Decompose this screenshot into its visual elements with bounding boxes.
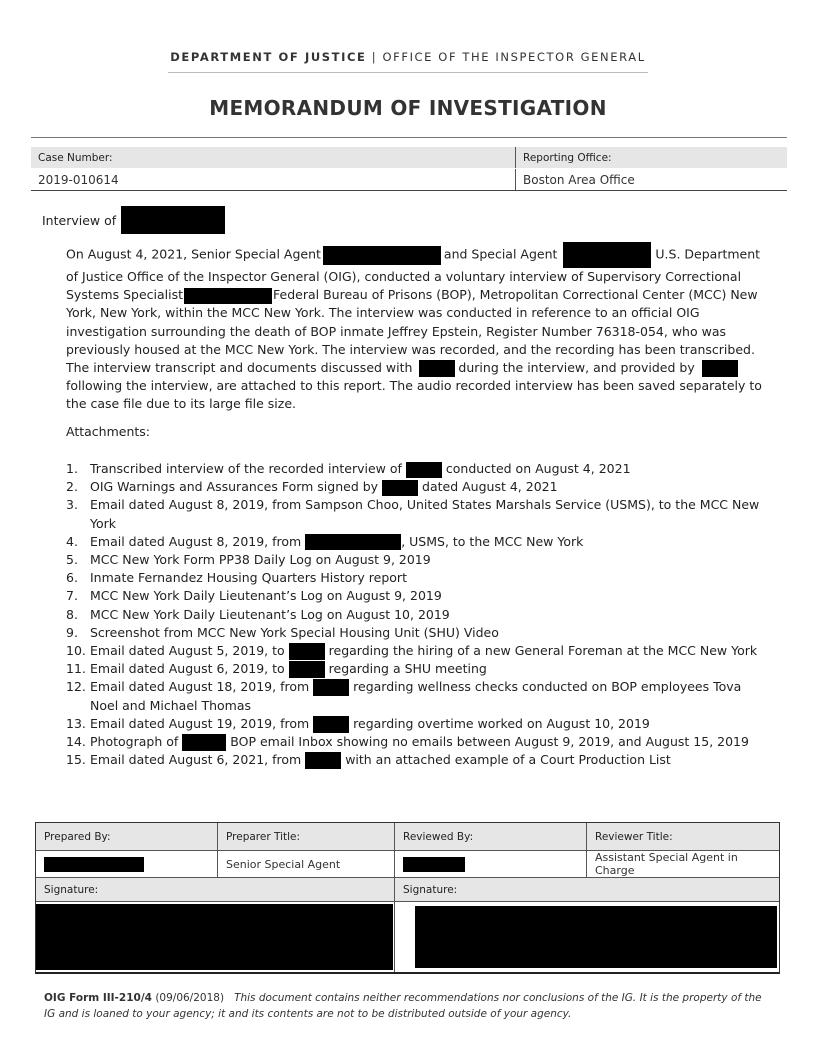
item-number: 4. bbox=[66, 533, 78, 549]
reviewed-by-label: Reviewed By: bbox=[395, 823, 587, 850]
list-item bbox=[66, 678, 766, 714]
body-text-2: and Special Agent bbox=[443, 246, 558, 262]
agency-header bbox=[0, 50, 816, 64]
item-text: Email dated August 19, 2019, from bbox=[90, 715, 310, 731]
reviewer-signature bbox=[395, 902, 779, 972]
list-item bbox=[66, 715, 766, 733]
redaction-block bbox=[563, 242, 651, 268]
item-text: Email dated August 8, 2019, from bbox=[90, 533, 302, 549]
redaction-block bbox=[702, 360, 738, 377]
attachments-list bbox=[66, 460, 766, 769]
item-number: 3. bbox=[66, 497, 78, 513]
form-date: (09/06/2018) bbox=[155, 992, 225, 1004]
item-text: Email dated August 6, 2021, from bbox=[90, 752, 302, 768]
list-item bbox=[66, 496, 766, 532]
item-text: regarding overtime worked on August 10, 2019 bbox=[353, 715, 650, 731]
list-item bbox=[66, 478, 766, 496]
list-item bbox=[66, 587, 766, 605]
agency-office: OFFICE OF THE INSPECTOR GENERAL bbox=[382, 50, 646, 64]
item-number: 12. bbox=[66, 679, 86, 695]
item-number: 13. bbox=[66, 715, 86, 731]
reporting-office-value: Boston Area Office bbox=[523, 172, 635, 187]
list-item bbox=[66, 460, 766, 478]
reviewer-signature-label: Signature: bbox=[403, 883, 458, 896]
body-text-1: On August 4, 2021, Senior Special Agent bbox=[66, 246, 321, 262]
redaction-block bbox=[36, 904, 393, 970]
list-item bbox=[66, 624, 766, 642]
item-text: Transcribed interview of the recorded interview of bbox=[90, 461, 402, 476]
item-number: 1. bbox=[66, 461, 78, 476]
reviewer-name bbox=[395, 851, 587, 877]
item-text: MCC New York Form PP38 Daily Log on August 9, 2019 bbox=[90, 552, 431, 568]
body-paragraph bbox=[66, 242, 766, 414]
item-text: with an attached example of a Court Production List bbox=[345, 752, 671, 768]
redaction-block bbox=[415, 906, 777, 968]
footer-notice: This document contains neither recommendations nor conclusions of the IG. It is the property of the IG and is loaned to your agency; it and its contents are not to be distributed outside of your agency. bbox=[44, 992, 762, 1020]
redaction-block bbox=[289, 661, 325, 678]
item-text: regarding wellness checks conducted on BOP employees Tova Noel and Michael Thomas bbox=[90, 679, 742, 713]
item-text: Screenshot from MCC New York Special Housing Unit (SHU) Video bbox=[90, 624, 499, 640]
item-number: 9. bbox=[66, 624, 78, 640]
list-item bbox=[66, 606, 766, 624]
item-text: MCC New York Daily Lieutenant’s Log on August 10, 2019 bbox=[90, 606, 450, 622]
redaction-block bbox=[184, 288, 272, 304]
redaction-block bbox=[323, 246, 441, 265]
item-text: dated August 4, 2021 bbox=[422, 479, 558, 495]
case-info-table bbox=[31, 137, 787, 191]
case-number-value: 2019-010614 bbox=[31, 169, 516, 190]
body-text-6: following the interview, are attached to this report. The audio recorded interview has been saved separately to the case file due to its large file size. bbox=[66, 378, 762, 412]
signature-row bbox=[36, 902, 779, 972]
body-text-3: U.S. Department of Justice Office of the Inspector General (OIG), conducted a voluntary interview of Supervisory Correctional Systems Specialist bbox=[66, 246, 761, 303]
item-text: conducted on August 4, 2021 bbox=[445, 461, 631, 476]
list-item bbox=[66, 660, 766, 678]
page-title: MEMORANDUM OF INVESTIGATION bbox=[209, 96, 607, 120]
item-text: regarding a SHU meeting bbox=[328, 661, 487, 677]
preparer-title-label: Preparer Title: bbox=[218, 823, 395, 850]
item-text: MCC New York Daily Lieutenant’s Log on August 9, 2019 bbox=[90, 588, 442, 604]
preparer-signature bbox=[36, 902, 395, 972]
item-text: Email dated August 8, 2019, from Sampson Choo, United States Marshals Service (USMS), to the MCC New York bbox=[90, 497, 760, 531]
item-text: Photograph of bbox=[90, 734, 179, 750]
redaction-block bbox=[313, 716, 349, 733]
body-text-5: during the interview, and provided by bbox=[458, 360, 695, 376]
item-number: 2. bbox=[66, 479, 78, 495]
item-number: 7. bbox=[66, 588, 78, 604]
attachments-heading: Attachments: bbox=[66, 424, 151, 439]
signoff-value-row bbox=[36, 851, 779, 878]
item-number: 15. bbox=[66, 752, 86, 768]
redaction-block bbox=[182, 734, 226, 751]
interview-label: Interview of bbox=[42, 212, 117, 228]
body-text-4: Federal Bureau of Prisons (BOP), Metropolitan Correctional Center (MCC) New York, New York, within the MCC New York. The interview was conducted in reference to an official OIG investigation surrounding the death of BOP inmate Jeffrey Epstein, Register Number 76318-054, who was previously housed at the MCC New York. The interview was recorded, and the recording has been transcribed. The interview transcript and documents discussed with bbox=[66, 287, 758, 376]
agency-department: DEPARTMENT OF JUSTICE bbox=[170, 50, 367, 64]
interview-heading bbox=[42, 206, 225, 234]
form-id: OIG Form III-210/4 bbox=[44, 992, 152, 1004]
preparer-name bbox=[36, 851, 218, 877]
list-item bbox=[66, 751, 766, 769]
item-number: 6. bbox=[66, 570, 78, 586]
list-item bbox=[66, 551, 766, 569]
item-number: 11. bbox=[66, 661, 86, 677]
reviewer-title: Assistant Special Agent in Charge bbox=[595, 851, 738, 877]
preparer-signature-label: Signature: bbox=[36, 878, 395, 901]
item-text: regarding the hiring of a new General Foreman at the MCC New York bbox=[328, 643, 758, 659]
redaction-block bbox=[403, 857, 465, 872]
redaction-block bbox=[121, 206, 225, 234]
list-item bbox=[66, 733, 766, 751]
redaction-block bbox=[289, 643, 325, 660]
item-number: 5. bbox=[66, 552, 78, 568]
redaction-block bbox=[305, 534, 401, 550]
redaction-block bbox=[382, 480, 418, 496]
redaction-block bbox=[305, 752, 341, 769]
case-top-rule bbox=[31, 137, 787, 147]
case-number-label: Case Number: bbox=[31, 147, 516, 168]
item-text: Email dated August 5, 2019, to bbox=[90, 643, 285, 659]
list-item bbox=[66, 642, 766, 660]
form-footer bbox=[44, 990, 774, 1022]
signature-header-row bbox=[36, 878, 779, 902]
item-text: , USMS, to the MCC New York bbox=[401, 533, 584, 549]
item-text: Inmate Fernandez Housing Quarters History report bbox=[90, 570, 407, 586]
preparer-title: Senior Special Agent bbox=[218, 851, 395, 877]
redaction-block bbox=[406, 462, 442, 478]
redaction-block bbox=[419, 360, 455, 377]
list-item bbox=[66, 533, 766, 551]
header-divider bbox=[168, 72, 648, 73]
case-value-row bbox=[31, 169, 787, 191]
reviewer-title-label: Reviewer Title: bbox=[595, 830, 673, 843]
redaction-block bbox=[313, 679, 349, 696]
agency-separator: | bbox=[371, 50, 378, 64]
case-header-row bbox=[31, 147, 787, 169]
redaction-block bbox=[44, 857, 144, 872]
prepared-by-label: Prepared By: bbox=[36, 823, 218, 850]
reporting-office-label: Reporting Office: bbox=[523, 151, 612, 164]
item-number: 8. bbox=[66, 606, 78, 622]
signoff-table bbox=[35, 822, 780, 974]
list-item bbox=[66, 569, 766, 587]
item-number: 14. bbox=[66, 734, 86, 750]
item-text: OIG Warnings and Assurances Form signed by bbox=[90, 479, 379, 495]
signoff-header-row bbox=[36, 823, 779, 851]
item-text: BOP email Inbox showing no emails between August 9, 2019, and August 15, 2019 bbox=[230, 734, 749, 750]
item-number: 10. bbox=[66, 643, 86, 659]
item-text: Email dated August 6, 2019, to bbox=[90, 661, 285, 677]
item-text: Email dated August 18, 2019, from bbox=[90, 679, 310, 695]
